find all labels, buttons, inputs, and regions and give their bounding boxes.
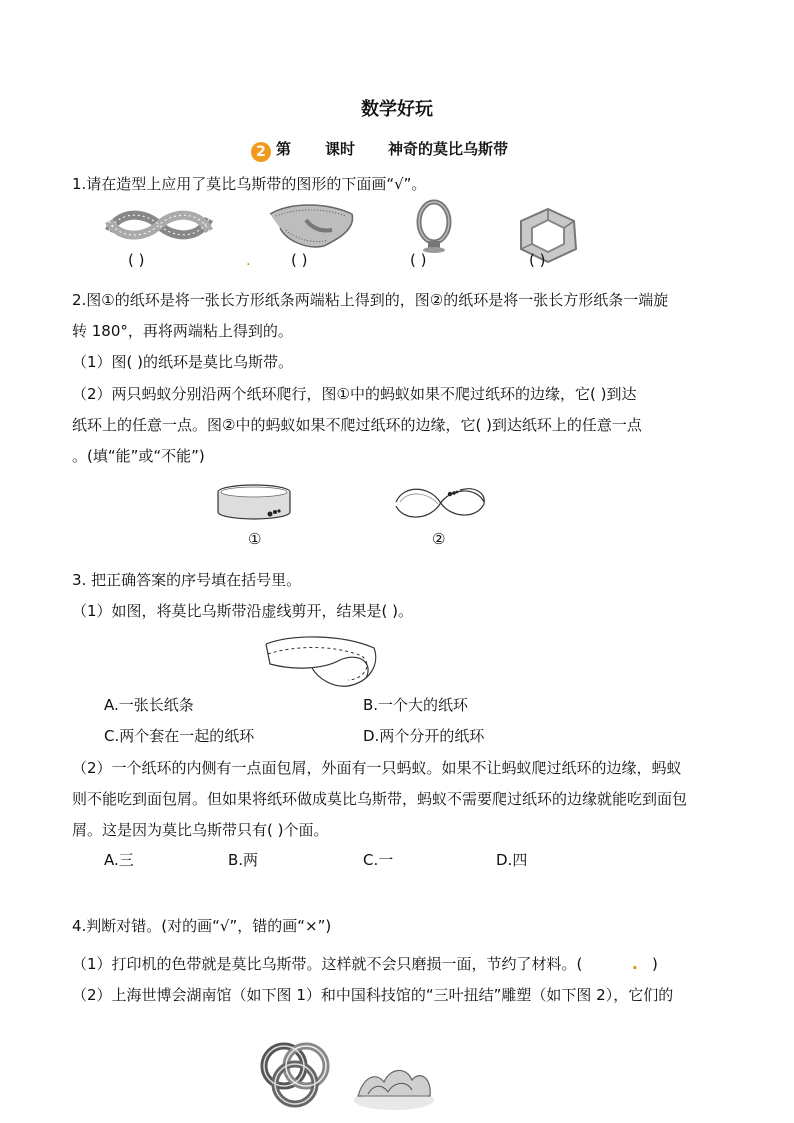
page-title: 数学好玩 — [361, 99, 433, 120]
q4-part2: （2）上海世博会湖南馆（如下图 1）和中国科技馆的“三叶扭结”雕塑（如下图 2），它们的 — [72, 986, 674, 1004]
q1-answer-bracket-1[interactable]: ( ) — [128, 251, 145, 269]
q1-answer-bracket-4[interactable]: ( ) — [529, 251, 546, 269]
q3-part1: （1）如图，将莫比乌斯带沿虚线剪开，结果是( )。 — [72, 602, 414, 620]
q1-prompt: 1.请在造型上应用了莫比乌斯带的图形的下面画“√”。 — [72, 175, 427, 193]
lesson-number-badge: 2 — [251, 142, 271, 162]
q1-answer-bracket-3[interactable]: ( ) — [410, 251, 427, 269]
q3-part2-line2: 则不能吃到面包屑。但如果将纸环做成莫比乌斯带，蚂蚁不需要爬过纸环的边缘就能吃到面包 — [72, 790, 688, 808]
q3-part2-option-a[interactable]: A.三 — [104, 851, 134, 869]
q2-figure-plain-ring — [214, 482, 294, 526]
lesson-title: 神奇的莫比乌斯带 — [388, 140, 509, 158]
q2-part2-line2: 纸环上的任意一点。图②中的蚂蚁如果不爬过纸环的边缘，它( )到达纸环上的任意一点 — [72, 416, 642, 434]
q4-part1-mark: . — [632, 955, 638, 973]
q4-part1-close[interactable]: ) — [652, 955, 658, 973]
q3-part2-line3: 屑。这是因为莫比乌斯带只有( )个面。 — [72, 821, 329, 839]
q3-part1-option-b[interactable]: B.一个大的纸环 — [363, 696, 469, 714]
q2-prompt-line1: 2.图①的纸环是将一张长方形纸条两端粘上得到的，图②的纸环是将一张长方形纸条一端旋 — [72, 291, 669, 309]
q2-part2-line1: （2）两只蚂蚁分别沿两个纸环爬行，图①中的蚂蚁如果不爬过纸环的边缘，它( )到达 — [72, 385, 637, 403]
q4-prompt: 4.判断对错。(对的画“√”，错的画“×”) — [72, 917, 332, 935]
q3-part2-option-c[interactable]: C.一 — [363, 851, 394, 869]
q2-figure-mobius-ring — [390, 482, 490, 526]
q3-part2-option-b[interactable]: B.两 — [228, 851, 259, 869]
q2-prompt-line2: 转 180°，再将两端粘上得到的。 — [72, 322, 293, 340]
q4-part1: （1）打印机的色带就是莫比乌斯带。这样就不会只磨损一面，节约了材料。( — [72, 955, 583, 973]
q3-part1-option-d[interactable]: D.两个分开的纸环 — [363, 727, 485, 745]
lesson-label-di: 第 — [276, 140, 292, 158]
q1-image-hexagon-band — [516, 206, 580, 264]
q3-part2-option-d[interactable]: D.四 — [496, 851, 528, 869]
q1-image-textured-band — [266, 200, 358, 252]
q3-prompt: 3. 把正确答案的序号填在括号里。 — [72, 571, 302, 589]
q3-part2-line1: （2）一个纸环的内侧有一点面包屑，外面有一只蚂蚁。如果不让蚂蚁爬过纸环的边缘，蚂蚁 — [72, 759, 682, 777]
q3-part1-option-c[interactable]: C.两个套在一起的纸环 — [104, 727, 255, 745]
q4-figure-pavilion-sculpture — [352, 1056, 436, 1112]
lesson-label-keshi: 课时 — [325, 140, 356, 158]
q2-figure-label-1: ① — [248, 530, 262, 548]
q2-figure-label-2: ② — [432, 530, 446, 548]
q2-part1: （1）图( )的纸环是莫比乌斯带。 — [72, 353, 294, 371]
q2-part2-line3: 。(填“能”或“不能”) — [72, 447, 205, 465]
q1-image-lattice-band — [104, 203, 214, 248]
q3-part1-option-a[interactable]: A.一张长纸条 — [104, 696, 194, 714]
q1-stray-mark: . — [246, 251, 251, 269]
q4-figure-trefoil-knot — [256, 1040, 334, 1108]
q3-figure-mobius-dashed — [262, 630, 382, 690]
q1-answer-bracket-2[interactable]: ( ) — [291, 251, 308, 269]
